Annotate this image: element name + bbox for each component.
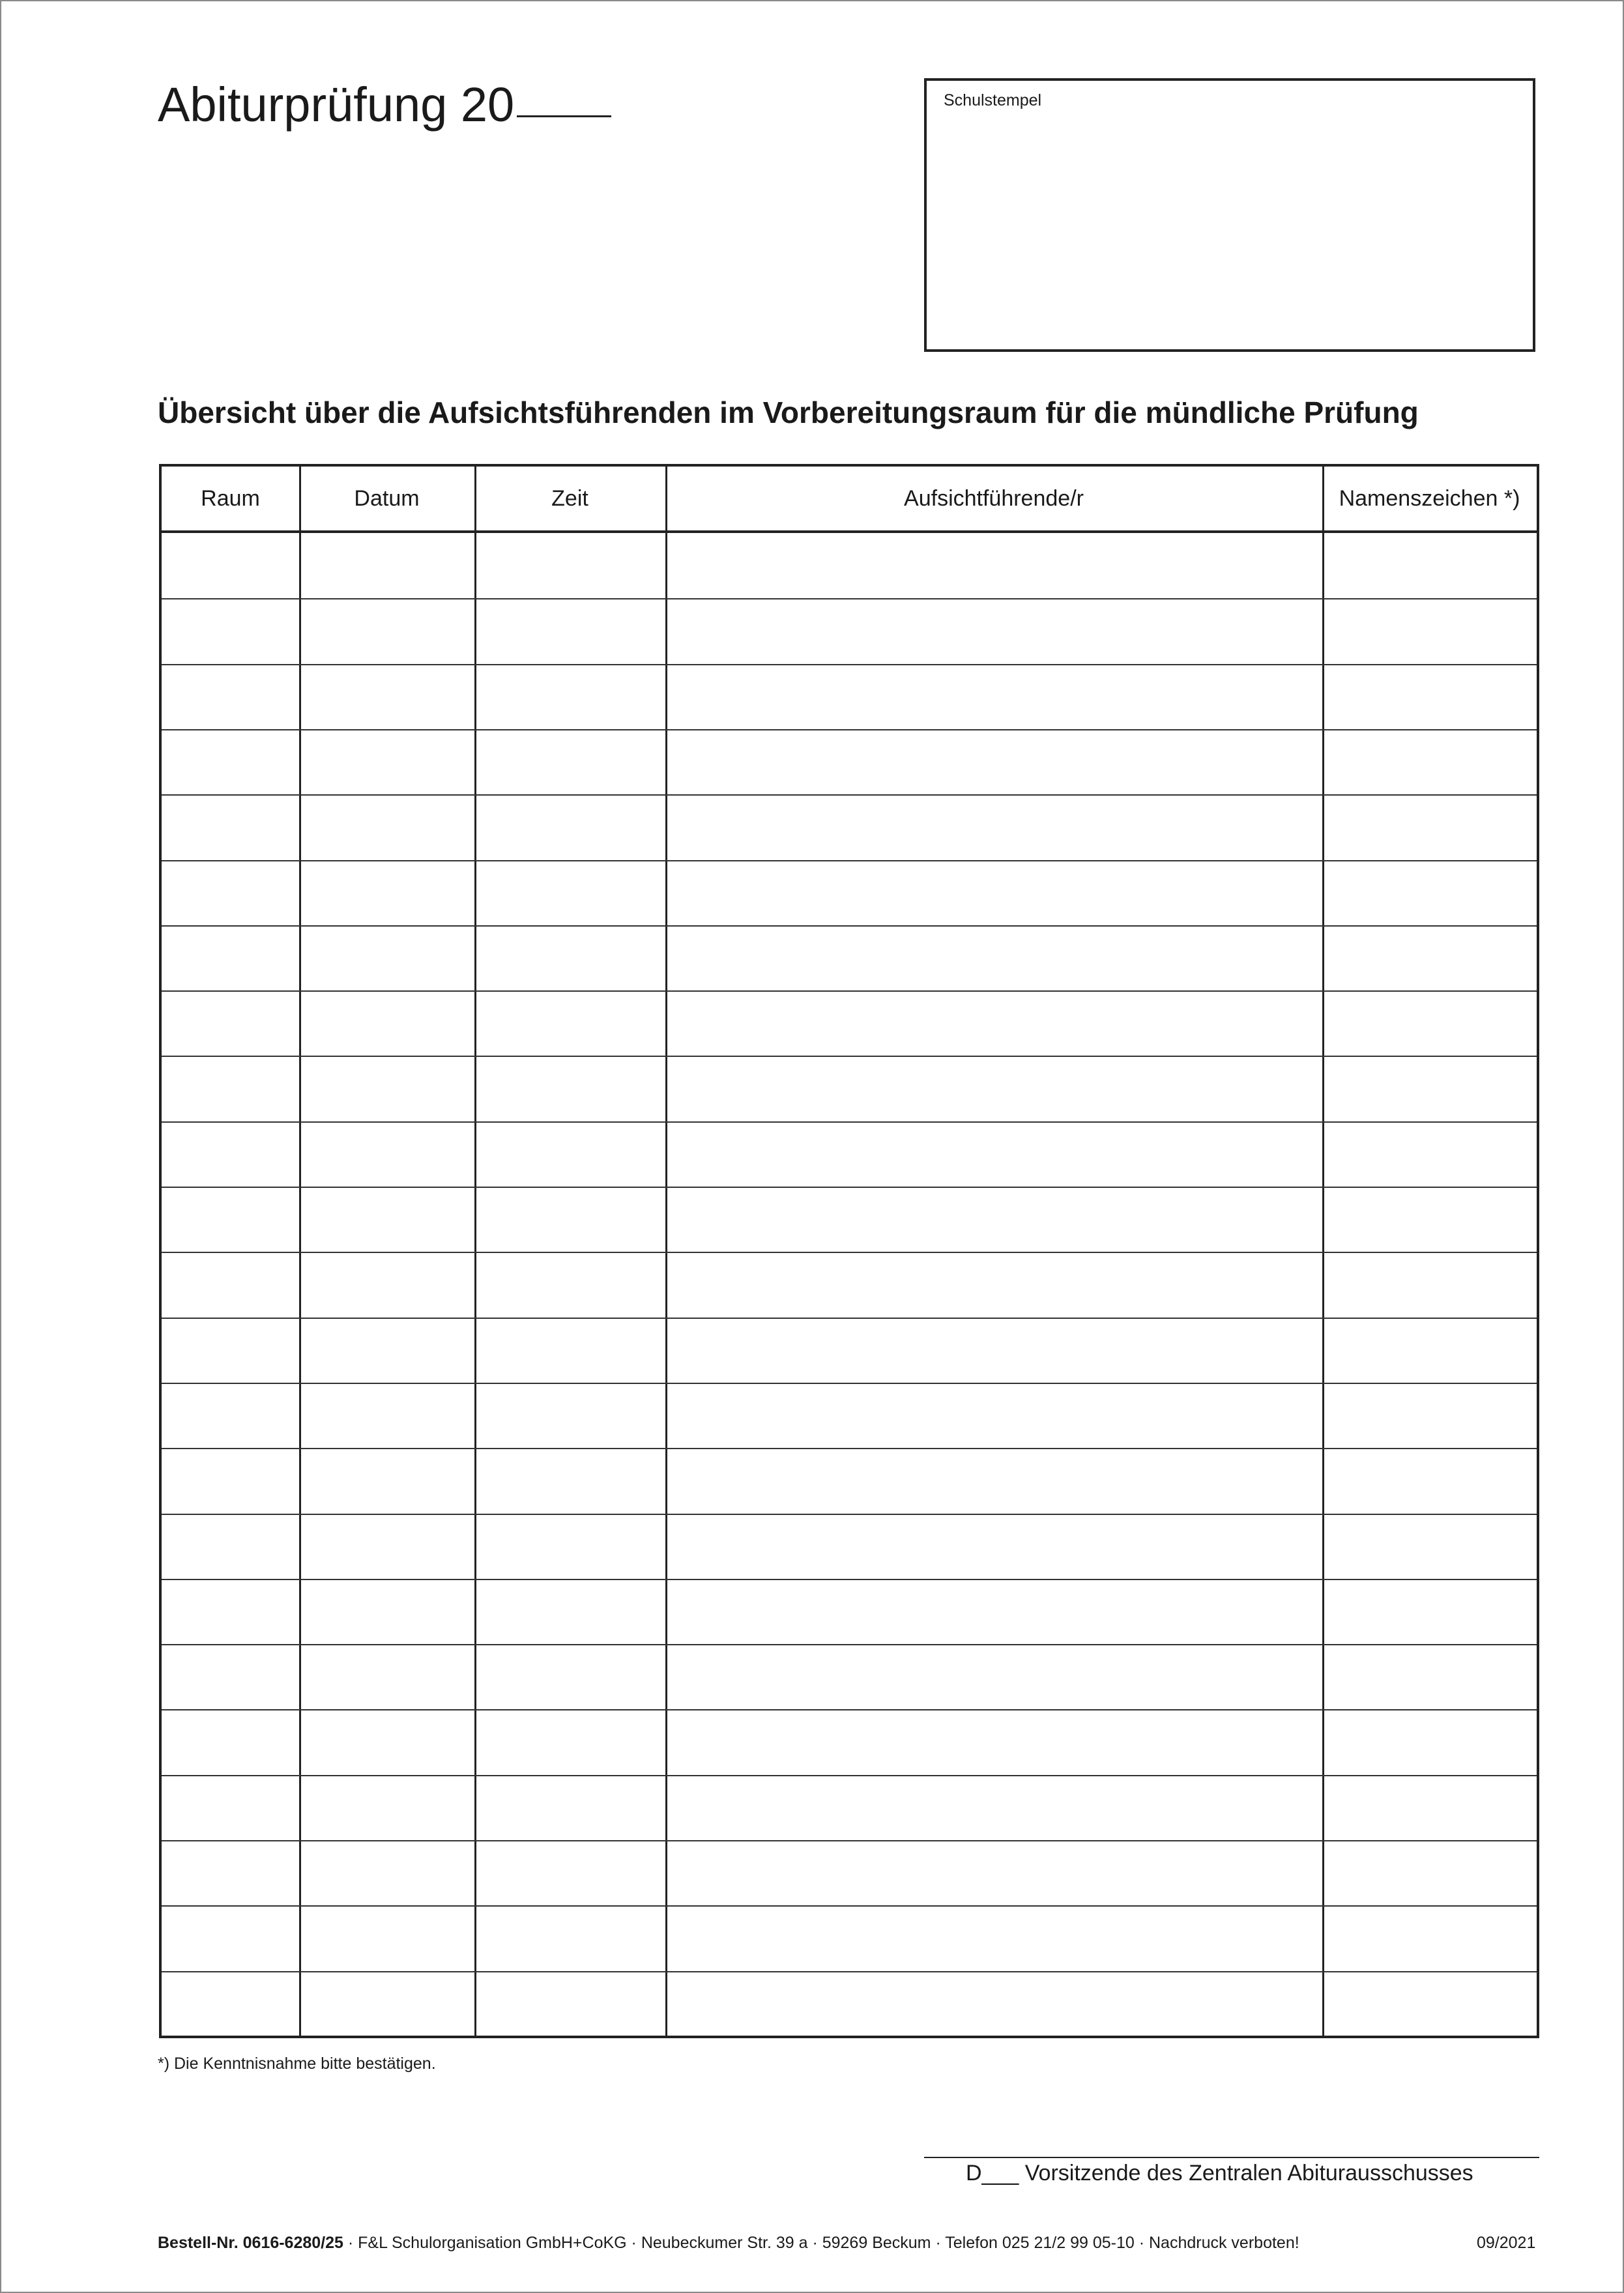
- row-divider: [162, 1579, 1537, 1580]
- table-cell-zeit[interactable]: [477, 863, 663, 923]
- table-cell-aufsicht[interactable]: [668, 1450, 1320, 1510]
- column-header: Datum: [354, 485, 420, 511]
- table-cell-zeit[interactable]: [477, 536, 663, 596]
- table-cell-zeit[interactable]: [477, 1189, 663, 1249]
- table-cell-raum[interactable]: [164, 536, 297, 596]
- table-cell-raum[interactable]: [164, 928, 297, 988]
- table-cell-aufsicht[interactable]: [668, 1974, 1320, 2034]
- table-cell-raum[interactable]: [164, 993, 297, 1053]
- table-cell-zeit[interactable]: [477, 1124, 663, 1184]
- table-cell-zeit[interactable]: [477, 732, 663, 792]
- table-cell-raum[interactable]: [164, 1254, 297, 1314]
- table-cell-datum[interactable]: [302, 1058, 472, 1118]
- table-cell-raum[interactable]: [164, 1385, 297, 1445]
- table-cell-aufsicht[interactable]: [668, 1581, 1320, 1641]
- table-cell-datum[interactable]: [302, 1385, 472, 1445]
- table-cell-aufsicht[interactable]: [668, 993, 1320, 1053]
- table-cell-raum[interactable]: [164, 1124, 297, 1184]
- table-cell-zeit[interactable]: [477, 1908, 663, 1968]
- table-cell-raum[interactable]: [164, 1712, 297, 1772]
- table-cell-zeit[interactable]: [477, 1254, 663, 1314]
- row-divider: [162, 729, 1537, 730]
- row-divider: [162, 1121, 1537, 1123]
- table-cell-raum[interactable]: [164, 1058, 297, 1118]
- table-cell-datum[interactable]: [302, 797, 472, 857]
- row-divider: [162, 1448, 1537, 1449]
- table-cell-datum[interactable]: [302, 928, 472, 988]
- table-cell-zeit[interactable]: [477, 1581, 663, 1641]
- table-cell-namenszeichen[interactable]: [1325, 1908, 1534, 1968]
- table-cell-aufsicht[interactable]: [668, 667, 1320, 727]
- table-cell-raum[interactable]: [164, 1320, 297, 1380]
- column-header: Namenszeichen *): [1339, 485, 1520, 511]
- table-cell-zeit[interactable]: [477, 1843, 663, 1903]
- table-cell-raum[interactable]: [164, 1450, 297, 1510]
- table-cell-namenszeichen[interactable]: [1325, 1254, 1534, 1314]
- supervision-table: [159, 464, 1539, 2038]
- row-divider: [162, 664, 1537, 665]
- table-cell-datum[interactable]: [302, 1189, 472, 1249]
- table-cell-raum[interactable]: [164, 732, 297, 792]
- table-cell-raum[interactable]: [164, 1908, 297, 1968]
- row-divider: [162, 860, 1537, 861]
- column-divider: [665, 467, 667, 2036]
- table-cell-zeit[interactable]: [477, 1647, 663, 1707]
- table-cell-aufsicht[interactable]: [668, 1385, 1320, 1445]
- table-cell-aufsicht[interactable]: [668, 1058, 1320, 1118]
- row-divider: [162, 1187, 1537, 1188]
- table-cell-aufsicht[interactable]: [668, 732, 1320, 792]
- table-cell-namenszeichen[interactable]: [1325, 601, 1534, 661]
- table-cell-aufsicht[interactable]: [668, 601, 1320, 661]
- column-divider: [299, 467, 301, 2036]
- footer-date: 09/2021: [1477, 2234, 1536, 2252]
- table-cell-datum[interactable]: [302, 863, 472, 923]
- table-cell-zeit[interactable]: [477, 1516, 663, 1576]
- table-cell-namenszeichen[interactable]: [1325, 667, 1534, 727]
- table-cell-namenszeichen[interactable]: [1325, 1581, 1534, 1641]
- table-cell-raum[interactable]: [164, 1581, 297, 1641]
- table-cell-datum[interactable]: [302, 1320, 472, 1380]
- table-cell-namenszeichen[interactable]: [1325, 1189, 1534, 1249]
- row-divider: [162, 990, 1537, 992]
- year-blank-line[interactable]: [517, 115, 611, 117]
- table-cell-raum[interactable]: [164, 1843, 297, 1903]
- column-divider: [474, 467, 476, 2036]
- table-cell-aufsicht[interactable]: [668, 1254, 1320, 1314]
- table-cell-datum[interactable]: [302, 1450, 472, 1510]
- table-cell-namenszeichen[interactable]: [1325, 732, 1534, 792]
- table-cell-aufsicht[interactable]: [668, 1843, 1320, 1903]
- table-cell-aufsicht[interactable]: [668, 1189, 1320, 1249]
- table-cell-namenszeichen[interactable]: [1325, 928, 1534, 988]
- row-divider: [162, 1971, 1537, 1972]
- table-cell-namenszeichen[interactable]: [1325, 1450, 1534, 1510]
- table-cell-namenszeichen[interactable]: [1325, 536, 1534, 596]
- table-cell-zeit[interactable]: [477, 1778, 663, 1838]
- table-cell-namenszeichen[interactable]: [1325, 1320, 1534, 1380]
- stamp-label: Schulstempel: [944, 91, 1042, 109]
- table-cell-namenszeichen[interactable]: [1325, 1385, 1534, 1445]
- table-cell-raum[interactable]: [164, 1974, 297, 2034]
- table-cell-aufsicht[interactable]: [668, 1516, 1320, 1576]
- table-cell-zeit[interactable]: [477, 1058, 663, 1118]
- table-cell-aufsicht[interactable]: [668, 1778, 1320, 1838]
- table-cell-aufsicht[interactable]: [668, 928, 1320, 988]
- row-divider: [162, 1709, 1537, 1710]
- table-cell-raum[interactable]: [164, 1778, 297, 1838]
- table-cell-aufsicht[interactable]: [668, 1647, 1320, 1707]
- table-cell-zeit[interactable]: [477, 928, 663, 988]
- table-cell-raum[interactable]: [164, 863, 297, 923]
- table-cell-zeit[interactable]: [477, 667, 663, 727]
- table-cell-namenszeichen[interactable]: [1325, 1778, 1534, 1838]
- row-divider: [162, 794, 1537, 796]
- exam-title-text: Abiturprüfung 20: [158, 78, 515, 132]
- table-cell-datum[interactable]: [302, 1581, 472, 1641]
- table-cell-datum[interactable]: [302, 1974, 472, 2034]
- table-cell-aufsicht[interactable]: [668, 863, 1320, 923]
- form-subtitle: Übersicht über die Aufsichtsführenden im Vorbereitungsraum für die mündliche Prüfung: [158, 396, 1419, 429]
- signature-caption: D___ Vorsitzende des Zentralen Abiturausschusses: [966, 2161, 1473, 2185]
- table-cell-namenszeichen[interactable]: [1325, 797, 1534, 857]
- table-cell-namenszeichen[interactable]: [1325, 1058, 1534, 1118]
- table-cell-namenszeichen[interactable]: [1325, 993, 1534, 1053]
- row-divider: [162, 1775, 1537, 1776]
- table-cell-aufsicht[interactable]: [668, 797, 1320, 857]
- table-cell-zeit[interactable]: [477, 601, 663, 661]
- table-cell-datum[interactable]: [302, 1124, 472, 1184]
- table-cell-zeit[interactable]: [477, 797, 663, 857]
- table-cell-datum[interactable]: [302, 667, 472, 727]
- table-cell-zeit[interactable]: [477, 1320, 663, 1380]
- table-cell-datum[interactable]: [302, 1908, 472, 1968]
- table-cell-raum[interactable]: [164, 1516, 297, 1576]
- table-cell-datum[interactable]: [302, 1254, 472, 1314]
- table-cell-aufsicht[interactable]: [668, 1320, 1320, 1380]
- table-cell-aufsicht[interactable]: [668, 1908, 1320, 1968]
- table-cell-zeit[interactable]: [477, 1385, 663, 1445]
- table-cell-namenszeichen[interactable]: [1325, 1712, 1534, 1772]
- row-divider: [162, 598, 1537, 599]
- table-cell-zeit[interactable]: [477, 1450, 663, 1510]
- table-cell-datum[interactable]: [302, 1843, 472, 1903]
- table-cell-datum[interactable]: [302, 732, 472, 792]
- table-cell-aufsicht[interactable]: [668, 1712, 1320, 1772]
- table-cell-datum[interactable]: [302, 601, 472, 661]
- table-cell-namenszeichen[interactable]: [1325, 1124, 1534, 1184]
- table-cell-aufsicht[interactable]: [668, 536, 1320, 596]
- footnote: *) Die Kenntnisnahme bitte bestätigen.: [158, 2055, 436, 2073]
- column-divider: [1322, 467, 1324, 2036]
- row-divider: [162, 1905, 1537, 1907]
- table-cell-datum[interactable]: [302, 536, 472, 596]
- row-divider: [162, 1056, 1537, 1057]
- row-divider: [162, 1514, 1537, 1515]
- table-cell-zeit[interactable]: [477, 1974, 663, 2034]
- table-cell-raum[interactable]: [164, 797, 297, 857]
- footer-imprint: [158, 2234, 1299, 2253]
- table-cell-raum[interactable]: [164, 1647, 297, 1707]
- table-cell-namenszeichen[interactable]: [1325, 1843, 1534, 1903]
- table-cell-raum[interactable]: [164, 667, 297, 727]
- table-cell-raum[interactable]: [164, 1189, 297, 1249]
- column-header: Aufsichtführende/r: [904, 485, 1084, 511]
- column-header: Raum: [201, 485, 260, 511]
- table-cell-datum[interactable]: [302, 1712, 472, 1772]
- table-cell-aufsicht[interactable]: [668, 1124, 1320, 1184]
- table-cell-zeit[interactable]: [477, 1712, 663, 1772]
- row-divider: [162, 1383, 1537, 1384]
- table-cell-namenszeichen[interactable]: [1325, 1516, 1534, 1576]
- signature-line[interactable]: [924, 2157, 1539, 2158]
- table-cell-datum[interactable]: [302, 1647, 472, 1707]
- table-cell-datum[interactable]: [302, 993, 472, 1053]
- table-cell-namenszeichen[interactable]: [1325, 863, 1534, 923]
- table-cell-namenszeichen[interactable]: [1325, 1974, 1534, 2034]
- row-divider: [162, 1252, 1537, 1253]
- column-header: Zeit: [551, 485, 588, 511]
- table-cell-zeit[interactable]: [477, 993, 663, 1053]
- row-divider: [162, 1840, 1537, 1841]
- order-number: Bestell-Nr. 0616-6280/25: [158, 2234, 343, 2252]
- row-divider: [162, 1318, 1537, 1319]
- publisher-info: · F&L Schulorganisation GmbH+CoKG · Neubeckumer Str. 39 a · 59269 Beckum · Telefon 025 21/2 99 05-10 · Nachdruck verboten!: [343, 2234, 1299, 2252]
- exam-title: [158, 76, 611, 134]
- row-divider: [162, 925, 1537, 927]
- table-cell-datum[interactable]: [302, 1516, 472, 1576]
- table-cell-namenszeichen[interactable]: [1325, 1647, 1534, 1707]
- row-divider: [162, 1644, 1537, 1645]
- table-cell-raum[interactable]: [164, 601, 297, 661]
- header-divider: [162, 530, 1537, 533]
- table-cell-datum[interactable]: [302, 1778, 472, 1838]
- school-stamp-box: [924, 78, 1535, 352]
